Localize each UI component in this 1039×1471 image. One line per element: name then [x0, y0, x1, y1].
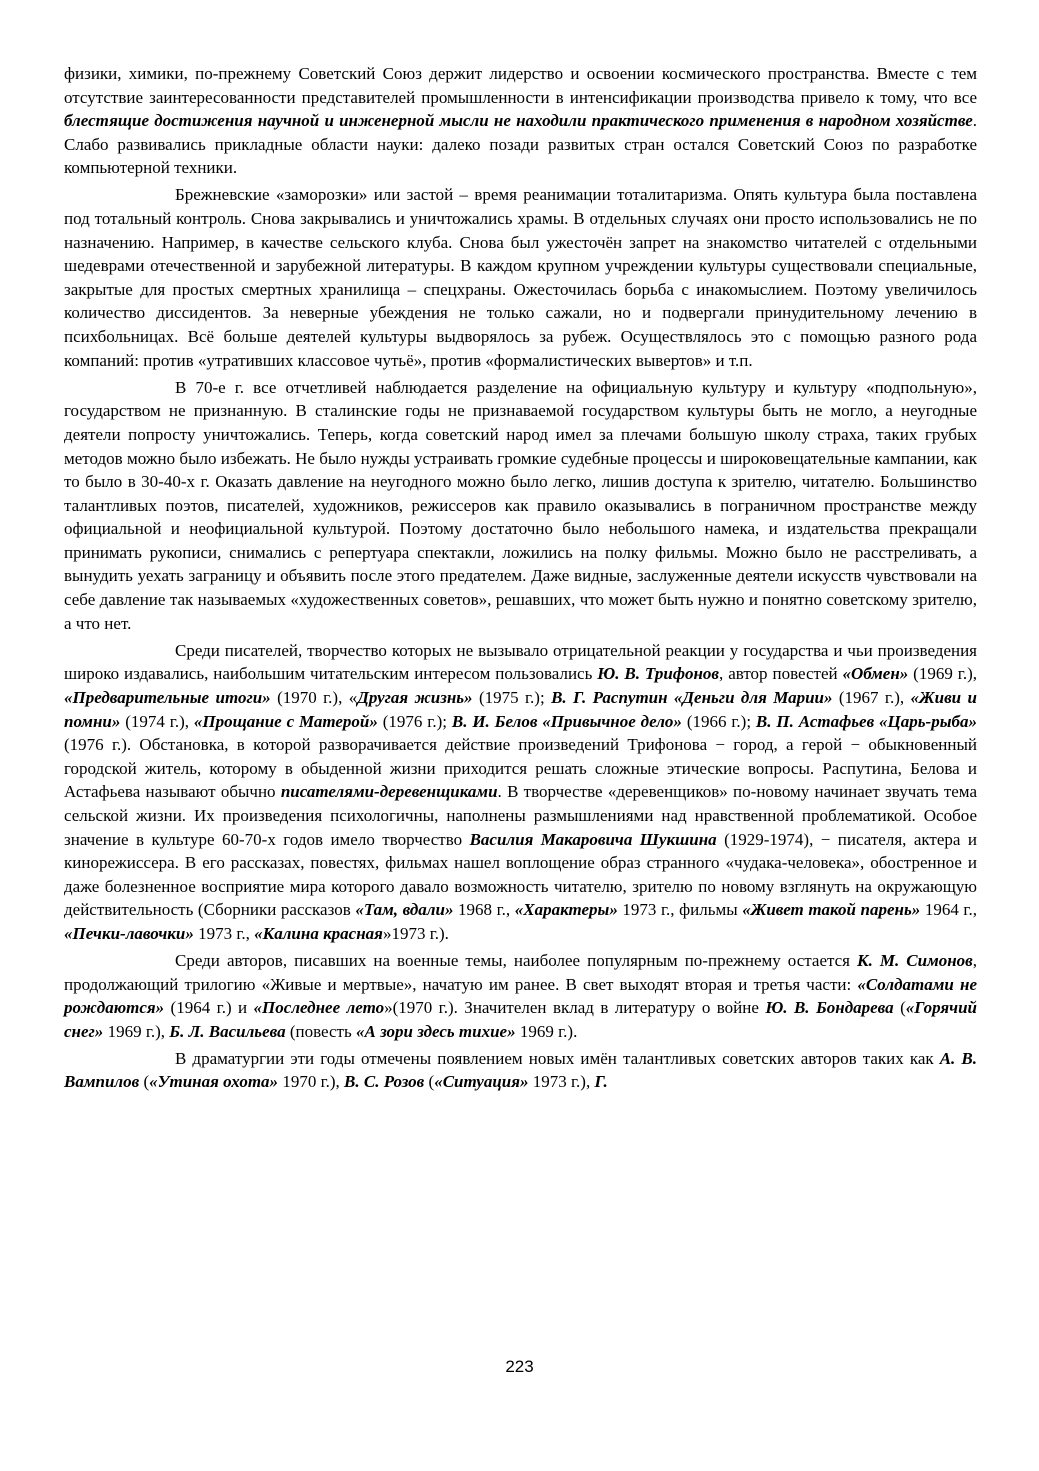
body-text: ( — [139, 1072, 150, 1092]
emphasized-text: В. И. Белов «Привычное дело» — [451, 711, 682, 731]
emphasized-text: «Последнее лето — [253, 998, 385, 1018]
emphasized-text: «Утиная охота» — [149, 1072, 279, 1092]
emphasized-text: писателями-деревенщиками — [280, 782, 498, 802]
body-text: (1976 г.). Обстановка, в которой разворачивается действие произведений Трифонова − город, а герой − обыкновенный городской житель, которому в обыденной жизни приходится решать сложные этические вопросы. Распутина, Белова и Астафьева называют обычно — [64, 735, 977, 802]
body-text: . В творчестве «деревенщиков» по-новому начинает звучать тема сельской жизни. Их произведения психологичны, наполнены размышлениями над нравственной проблематикой. Особое значение в культуре 60-70-х годов имело творчество — [64, 782, 977, 849]
body-text: 1973 г., — [193, 923, 255, 943]
body-text: В 70-е г. все отчетливей наблюдается разделение на официальную культуру и культуру «подпольную», государством не признанную. В сталинские годы не признаваемой государством культуры быть не могло, а неугодные деятели попросту уничтожались. Теперь, когда советский народ имел за плечами большую школу страха, таких грубых методов можно было избежать. Не было нужды устраивать громкие судебные процессы и широковещательные кампании, как то было в 30-40-х г. Оказать давление на неугодного можно было легко, лишив доступа к зрителю, читателю. Большинство талантливых поэтов, писателей, художников, режиссеров как правило оказывались в пограничном пространстве между официальной и неофициальной культурой. Поэтому достаточно было небольшого намека, и издательства прекращали принимать рукописи, снимались с репертуара спектакли, ложились на полку фильмы. Можно было не расстреливать, а вынудить уехать заграницу и объявить после этого предателем. Даже видные, заслуженные деятели искусств чувствовали на себе давление так называемых «художественных советов», решавших, что может быть нужно и понятно советскому зрителю, а что нет. — [64, 377, 977, 633]
emphasized-text: «А зори здесь тихие» — [356, 1021, 516, 1041]
body-text: (1969 г.), — [908, 664, 977, 684]
body-text: (1975 г.); — [472, 687, 552, 707]
body-text: , продолжающий трилогию «Живые и мертвые», начатую им ранее. В свет выходят вторая и третья части: — [64, 950, 977, 994]
body-text: (1929-1974), − писателя, актера и кинорежиссера. В его рассказах, повестях, фильмах нашел воплощение образ странного «чудака-человека», обостренное и даже болезненное восприятие мира которого давало возможность читателю, зрителю по новому взглянуть на окружающую действительность (Сборники рассказов — [64, 829, 977, 920]
emphasized-text: «Ситуация» — [434, 1072, 529, 1092]
body-text: . Слабо развивались прикладные области науки: далеко позади развитых стран остался Советский Союз по разработке компьютерной техники. — [64, 111, 977, 178]
body-text: ( — [424, 1072, 435, 1092]
emphasized-text: «Предварительные итоги» — [64, 687, 271, 707]
body-text: , автор повестей — [719, 664, 843, 684]
emphasized-text: В. Г. Распутин «Деньги для Марии» — [551, 687, 833, 707]
body-text: 1973 г., фильмы — [617, 900, 743, 920]
emphasized-text: Ю. В. Бондарева — [765, 998, 894, 1018]
body-text: 1973 г.), — [528, 1072, 595, 1092]
emphasized-text: «Живи и помни» — [64, 687, 977, 731]
body-text: 1969 г.), — [103, 1021, 170, 1041]
paragraph — [64, 1047, 977, 1094]
emphasized-text: К. М. Симонов — [857, 950, 973, 970]
body-text: 1964 г., — [920, 900, 977, 920]
emphasized-text: «Там, вдали» — [355, 900, 454, 920]
emphasized-text: «Калина красная — [254, 923, 383, 943]
body-text: »1973 г.). — [382, 923, 449, 943]
emphasized-text: блестящие достижения научной и инженерной мысли не находили практического применения в народном хозяйстве — [64, 111, 973, 131]
paragraph — [64, 183, 977, 372]
emphasized-text: «Печки-лавочки» — [64, 923, 194, 943]
body-text: ( — [893, 998, 906, 1018]
body-text: (1974 г.), — [120, 711, 194, 731]
emphasized-text: Василия Макаровича Шукшина — [469, 829, 717, 849]
emphasized-text: «Характеры» — [514, 900, 618, 920]
emphasized-text: Ю. В. Трифонов — [597, 664, 720, 684]
body-text: физики, химики, по-прежнему Советский Союз держит лидерство и освоении космического пространства. Вместе с тем отсутствие заинтересованности представителей промышленности в интенсификации производства привело к тому, что все — [64, 64, 977, 107]
paragraph — [64, 639, 977, 946]
emphasized-text: Г. — [594, 1072, 608, 1092]
page-number: 223 — [505, 1357, 534, 1376]
body-text: 1969 г.). — [515, 1021, 578, 1041]
paragraph — [64, 949, 977, 1043]
body-text: (1966 г.); — [681, 711, 756, 731]
emphasized-text: «Живет такой парень» — [742, 900, 921, 920]
emphasized-text: А. В. Вампилов — [64, 1048, 977, 1092]
emphasized-text: «Обмен» — [842, 664, 909, 684]
paragraph — [64, 376, 977, 636]
body-text: (1967 г.), — [832, 687, 911, 707]
page-body-text — [64, 62, 977, 1094]
emphasized-text: «Горячий снег» — [64, 998, 977, 1041]
body-text: Брежневские «заморозки» или застой – время реанимации тоталитаризма. Опять культура была поставлена под тотальный контроль. Снова закрывались и уничтожались храмы. В отдельных случаях они просто использовались не по назначению. Например, в качестве сельского клуба. Снова был ужесточён запрет на знакомство читателей с отдельными шедеврами отечественной и зарубежной литературы. В каждом крупном учреждении культуры существовали специальные, закрытые для простых смертных хранилища – спецхраны. Ожесточилась борьба с инакомыслием. Поэтому увеличилось количество диссидентов. За неверные убеждения не только сажали, но и подвергали принудительному лечению в психбольницах. Всё больше деятелей культуры выдворялось за рубеж. Осуществлялось это с помощью разного рода компаний: против «утративших классовое чутьё», против «формалистических вывертов» и т.п. — [64, 185, 977, 370]
body-text: В драматургии эти годы отмечены появлением новых имён талантливых советских авторов таких как — [175, 1048, 940, 1068]
paragraph — [64, 62, 977, 180]
body-text: (повесть — [285, 1021, 356, 1041]
body-text: (1964 г.) и — [164, 998, 254, 1018]
emphasized-text: Другая жизнь» — [357, 687, 473, 707]
body-text: 1970 г.), — [278, 1072, 345, 1092]
emphasized-text: В. П. Астафьев «Царь-рыба» — [755, 711, 977, 731]
body-text: (1970 г.), « — [270, 687, 358, 707]
body-text: Среди писателей, творчество которых не вызывало отрицательной реакции у государства и чьи произведения широко издавались, наибольшим читательским интересом пользовались — [64, 640, 977, 684]
body-text: (1976 г.); — [377, 711, 452, 731]
emphasized-text: «Солдатами не рождаются» — [64, 974, 977, 1018]
body-text: Среди авторов, писавших на военные темы, наиболее популярным по-прежнему остается — [175, 950, 858, 970]
body-text: 1968 г., — [453, 900, 515, 920]
emphasized-text: «Прощание с Матерой» — [193, 711, 378, 731]
body-text: »(1970 г.). Значителен вклад в литературу о войне — [384, 998, 766, 1018]
emphasized-text: Б. Л. Васильева — [169, 1021, 286, 1041]
emphasized-text: В. С. Розов — [344, 1072, 425, 1092]
